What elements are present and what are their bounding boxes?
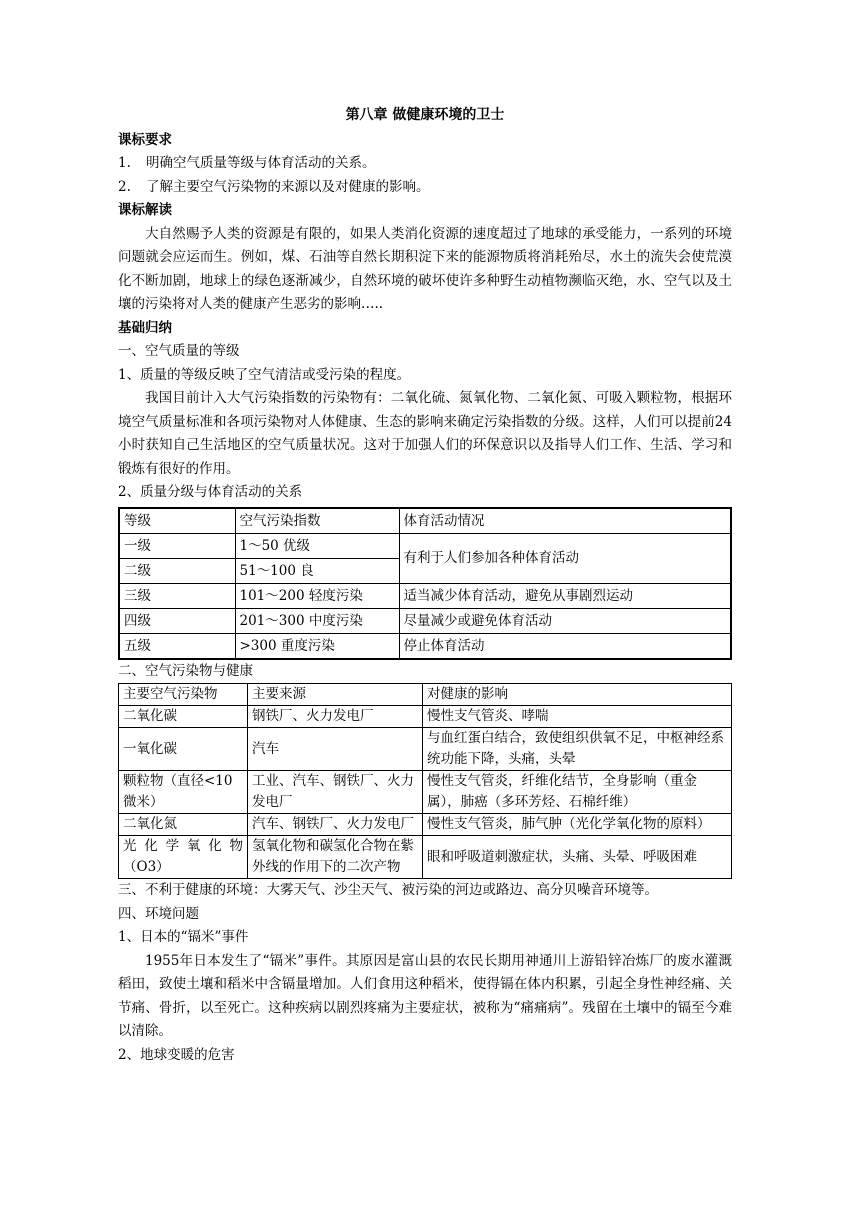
subheading-quality-level: 1、质量的等级反映了空气清洁或受污染的程度。 [118,366,411,383]
table-cell: >300 重度污染 [235,633,399,659]
table-cell: 三级 [119,583,235,608]
table-cell: 二氧化碳 [119,706,248,728]
table-cell: 停止体育活动 [399,633,731,659]
table-cell: 氢氧化物和碳氢化合物在紫外线的作用下的二次产物 [248,836,423,879]
table-cell: 汽车、钢铁厂、火力发电厂 [248,814,423,836]
section-heading-requirements: 课标要求 [118,131,172,148]
pollutants-table [118,683,732,879]
table-header-cell: 主要空气污染物 [119,684,248,706]
table-cell: 汽车 [248,728,423,771]
table-row [119,728,732,771]
item-number: 2. [118,178,131,195]
table-row [119,771,732,814]
table-row [119,814,732,836]
table-header-cell: 等级 [119,508,235,534]
table-cell: 尽量减少或避免体育活动 [399,608,731,633]
document-page [118,104,732,1067]
list-item [118,152,732,176]
table-header-cell: 对健康的影响 [423,684,732,706]
table-header-cell: 空气污染指数 [235,508,399,534]
paragraph-cadmium-rice: 1955年日本发生了“镉米”事件。其原因是富山县的农民长期用神通川上游铅锌冶炼厂的废水灌溉稻田，致使土壤和稻米中含镉量增加。人们食用这种稻米，使得镉在体内积累，引起全身性神经痛、关节痛、骨折，以至死亡。这种疾病以剧烈疼痛为主要症状，被称为“痛痛病”。残留在土壤中的镉至今难以清除。 [118,952,732,1039]
item-text: 明确空气质量等级与体育活动的关系。 [146,155,376,171]
table-cell: 适当减少体育活动，避免从事剧烈运动 [399,583,731,608]
subheading-cadmium-rice: 1、日本的“镉米”事件 [118,929,249,945]
table-header-cell: 主要来源 [248,684,423,706]
table-row [119,583,731,608]
table-header-row [119,684,732,706]
table-header-cell: 体育活动情况 [399,508,731,534]
table-cell: 光化学氧化物（O3） [119,836,248,879]
section-heading-summary: 基础归纳 [118,319,172,336]
table-cell: 201～300 中度污染 [235,608,399,633]
paragraph-pollution-index: 我国目前计入大气污染指数的污染物有：二氧化硫、氮氧化物、二氧化氮、可吸入颗粒物，根据环境空气质量标准和各项污染物对人体健康、生态的影响来确定污染指数的分级。这样，人们可以提前24小时获知自己生活地区的空气质量状况。这对于加强人们的环保意识以及指导人们工作、生活、学习和锻炼有很好的作用。 [118,390,732,477]
table-cell: 四级 [119,608,235,633]
table-cell: 有利于人们参加各种体育活动 [399,533,731,583]
unhealthy-environments: 三、不利于健康的环境：大雾天气、沙尘天气、被污染的河边或路边、高分贝噪音环境等。 [118,882,658,898]
table-header-row [119,508,731,534]
table-cell: 钢铁厂、火力发电厂 [248,706,423,728]
subheading-environment-issues: 四、环境问题 [118,905,199,922]
table-cell: 51～100 良 [235,558,399,583]
table-cell: 1～50 优级 [235,533,399,558]
table-row [119,533,731,558]
table-row [119,633,731,659]
list-item [118,176,732,200]
item-text: 了解主要空气污染物的来源以及对健康的影响。 [146,178,430,195]
table-row [119,608,731,633]
table-cell: 二氧化氮 [119,814,248,836]
table-cell: 五级 [119,633,235,659]
subheading-global-warming: 2、地球变暖的危害 [118,1046,235,1063]
chapter-title: 第八章 做健康环境的卫士 [345,107,505,123]
table-cell: 慢性支气管炎，肺气肿（光化学氧化物的原料） [423,814,732,836]
table-cell: 眼和呼吸道刺激症状，头痛、头晕、呼吸困难 [423,836,732,879]
table-cell: 一级 [119,533,235,558]
air-quality-table [118,507,732,660]
table-cell: 慢性支气管炎，纤维化结节，全身影响（重金属），肺癌（多环芳烃、石棉纤维） [423,771,732,814]
paragraph-interpretation: 大自然赐予人类的资源是有限的，如果人类消化资源的速度超过了地球的承受能力，一系列的环境问题就会应运而生。例如，煤、石油等自然长期积淀下来的能源物质将消耗殆尽，水土的流失会使荒漠化不断加剧，地球上的绿色逐渐减少，自然环境的破坏使许多种野生动植物濒临灭绝，水、空气以及土壤的污染将对人类的健康产生恶劣的影响….. [118,225,732,312]
section-heading-interpretation: 课标解读 [118,202,172,218]
subheading-air-quality: 一、空气质量的等级 [118,343,240,359]
table-cell: 工业、汽车、钢铁厂、火力发电厂 [248,771,423,814]
table-cell: 101～200 轻度污染 [235,583,399,608]
table-row [119,706,732,728]
table-row [119,836,732,879]
table-cell: 与血红蛋白结合，致使组织供氧不足，中枢神经系统功能下降，头痛，头晕 [423,728,732,771]
table-cell: 一氧化碳 [119,728,248,771]
table-cell: 二级 [119,558,235,583]
table-cell: 颗粒物（直径<10微米） [119,771,248,814]
table-cell: 慢性支气管炎、哮喘 [423,706,732,728]
subheading-pollutants-health: 二、空气污染物与健康 [118,662,253,679]
subheading-level-activity: 2、质量分级与体育活动的关系 [118,484,303,500]
item-number: 1. [118,155,131,171]
